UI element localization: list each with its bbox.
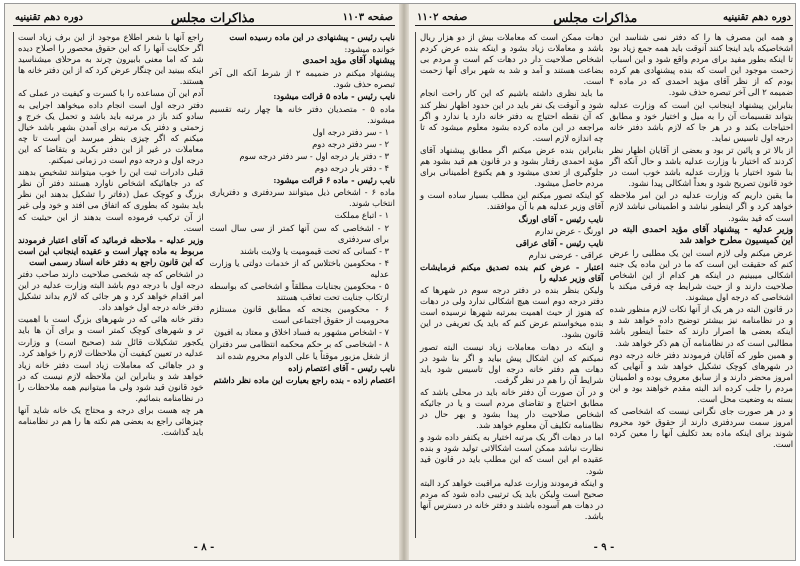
left-running-title: مذاکرات مجلس — [170, 10, 255, 25]
right-session-label: دوره دهم تقنینیه — [723, 12, 791, 23]
paragraph: دفتر خانه هائی که در شهرهای بزرگ است با اهمیت تر و شهرهای کوچک کمتر است و برای آن ها باید یکجور تشکیلات قائل شد (صحیح است) و وزارت عدلیه در تعیین کیفیت آن ملاحظات لازم را خواهد کرد. — [15, 314, 204, 358]
paragraph: هر چه هست برای درجه و محتاج یک خانه شاید آنها چیزهائی راجع به بعضی هم نکته ها را هم در نظامنامه باید گذاشت. — [15, 405, 204, 438]
section-heading: وزیر عدلیه - پیشنهاد آقای مؤید احمدی البته در این کمیسیون مطرح خواهد شد — [606, 224, 793, 246]
speaker-line: اعتصام زاده - بنده راجع بعبارت این ماده نظر داشتم — [213, 374, 395, 385]
right-page-right-column — [606, 32, 794, 538]
list-item: ۳ - کسانی که تحت قیمومیت یا ولایت باشند — [239, 245, 389, 256]
list-item: ۷ - اشخاص مشهور به فساد اخلاق و معتاد به افیون — [213, 327, 389, 338]
paragraph: بنابراین پیشنهاد اینجانب این است که وزارت عدلیه بتواند تقسیمات آن را به میل و اختیار خود و مطابق احتیاجات بکند و در هر جا که لازم باشد دفتر خانه درجه اول تاسیس نماید. — [606, 99, 793, 143]
paragraph: عراقی - عرضی ندارم — [528, 249, 604, 260]
paragraph: پیشنهاد میکنم در ضمیمه ۲ از شرط آنکه الی آخر تبصره حذف شود. — [206, 68, 395, 90]
paragraph: کو اینکه تصور میکنم این مطلب بسیار ساده است و آقای وزیر عدلیه هم با آن موافقند. — [417, 190, 604, 212]
speaker-line: اعتبار - عرض کنم بنده تصدیق میکنم فرمایشات آقای وزیر عدلیه را — [417, 261, 604, 283]
paragraph: و در آن صورت آن دفتر خانه باید در محلی باشد که مطابق احتیاج و تقاضای مردم است و یا در جائیکه اشخاص صلاحیت دار پیدا بشود و بهر حال در نظامنامه تکلیف آن معلوم خواهد شد. — [417, 386, 604, 431]
speaker-line: نایب رئیس - پیشنهادی در این ماده رسیده است — [229, 32, 395, 42]
left-page-columns — [13, 32, 395, 538]
paragraph: عرض میکنم ولی لازم است این یک مطلبی را عرض کنم که حقیقت این است که ما در این ماده یک جنبه اشکالی میبینیم در اینکه هر کدام از این اشخاص صلاحیت دارند و از حیث شرایط چه فرقی میکند با اشخاصی که درجه اول میشوند. — [606, 247, 793, 303]
paragraph: خوانده میشود: — [344, 44, 395, 55]
paragraph: راجع آنها با شعر اطلاع موجود از این برف زیاد است اگر حکایت آنها را که این حقوق محصور را اصلاح دیده شد که اما معنی بابیرون چرند به مرحلای میشناسید اینکه ببینید این چنگار عرض کرد که از این دفتر خانه ها هستند. — [15, 32, 204, 87]
paragraph: و در جاهائی که معاملات زیاد است دفتر خانه زیاد خواهد شد و بنابراین این ملاحظه لازم نیست که در خود قانون قید شود ولی ما میتوانیم همه ملاحظات را در نظامنامه بنمائیم. — [15, 359, 204, 403]
paragraph: قبلی دادرات ثبت این را خوب میتوانند تشخیص بدهند که در جاهائیکه اشخاص ناوارد هستند دفتر آن نظر بزرگ و کوچک عمل (دفاتر را تشکیل بدهند این نظر باید بشود که بطوری که اتفاق می افتد و خود ولی غیر از آن ترکیب فرموده است بدهند از این حیثیت که است. — [15, 167, 204, 233]
list-item: ۲ - سر دفتر درجه دوم — [312, 138, 389, 149]
right-page-columns — [415, 32, 793, 538]
left-page — [13, 10, 395, 556]
right-running-title: مذاکرات مجلس — [553, 10, 638, 25]
book-gutter — [399, 4, 409, 560]
right-page-left-column — [415, 32, 604, 538]
paragraph: ماده ۶ - اشخاص ذیل میتوانند سردفتری و دفتریاری انتخاب شوند. — [206, 187, 395, 209]
speaker-line: نایب رئیس - آقای عراقی — [515, 237, 604, 248]
list-item: ۱ - اتباع مملکت — [334, 210, 389, 221]
left-page-left-column — [13, 32, 204, 538]
list-item: ۴ - محکومین باختلاس که از خدمات دولتی یا وزارت عدلیه — [206, 257, 389, 279]
paragraph: و همین طور که آقایان فرمودند دفتر خانه درجه دوم در شهرهای کوچک تشکیل خواهد شد و آنهایی که امروز محضر دارند و از سابق معروف بوده و اطمینان مردم را جلب کرده اند البته مقدم خواهند بود و این بسته به وضعیت محل است. — [606, 349, 793, 404]
list-item: ۱ - سر دفتر درجه اول — [312, 126, 389, 137]
speaker-line: نایب رئیس - ماده ۵ قرائت میشود: — [273, 91, 395, 102]
right-page — [415, 10, 793, 556]
list-item: ۳ - دفتر یار درجه اول - سر دفتر درجه سوم — [239, 150, 389, 161]
paragraph: ما باید نظری داشته باشیم که این کار راحت انجام شود و آنوقت یک نفر باید در این حدود اظهار نظر کند که آن نقطه احتیاج به دفتر خانه دارد یا ندارد و اگر مراجعه در این ماده کرده بشود معلوم میشود که تا چه اندازه لازم است. — [417, 88, 604, 143]
book-spread — [4, 3, 796, 561]
speaker-line: نایب رئیس - آقای اورنگ — [518, 213, 604, 224]
paragraph: آدم این آن مساعده را با کسرت و کیفیت در عملی که دفتر درجه اول است انجام داده میخواهد اجرایی به سادو کند باز در مرتبه باید باشد و تحمل یک خرج و زحمتی و دفتر یک مرتبه برای آمدن بشهر باشد خیال میکنم که اگر چیزی بنظر میرسد این است تا چه معاملات در غیر از این دفتر بکرید و بتقاضا که این درجه اول و درجه دوم است در زمانی نمیکنم. — [15, 88, 204, 166]
left-page-number: صفحه ۱۱۰۳ — [342, 12, 393, 23]
paragraph: دهات ممکن است که معاملات بیش از دو هزار ریال باشد و معاملات زیاد بشود و اینکه بنده عرض کردم اشخاص صلاحیت دار در دهات کم است و مردم بی بضاعت هستند و آمد و شد به شهر برای آنها زحمت است. — [417, 32, 604, 87]
left-page-footer: - ۸ - — [193, 542, 215, 553]
paragraph: ولیکن بنظر بنده در دفتر درجه سوم در شهرها که دفتر درجه دوم است هیچ اشکالی ندارد ولی در دهات که هنوز از حیث اهمیت بمرتبه شهرها نرسیده است بنده میخواستم عرض کنم که باید یک تعریفی در این قانون بشود. — [417, 285, 604, 340]
paragraph: و همه این مصرف ها را که دفتر نمی شناسد این اشخاصیکه باید اینجا کنند آنوقت باید همه جمع زیاد بود تا اینکه بطور مفید برای مردم واقع شود و این اسباب زحمت موجود این است که بنده پیشنهادی هم کرده بودم که از نظر آقای مؤید احمدی که در ماده ۴ ضمیمه ۲ الی آخر تبصره حذف شود. — [606, 32, 793, 98]
right-page-number: صفحه ۱۱۰۲ — [417, 12, 468, 23]
paragraph: ماده ۵ - متصدیان دفتر خانه ها چهار رتبه تقسیم میشوند. — [206, 103, 395, 125]
list-item: ۶ - محکومین بجنحه که مطابق قانون مستلزم محرومیت از حقوق اجتماعی است — [206, 304, 389, 326]
paragraph: از بالا تر و پائین تر بود و بعضی از آقایان اظهار نظر کردند که اختیار با وزارت عدلیه باشد و حال آنکه اگر بنا شود اختیار با وزارت عدلیه باشد خوب است در خود قانون تصریح شود و بعداً اشکالی پیدا نشود. — [606, 144, 793, 189]
list-item: ۸ - اشخاصی که بر حکم محکمه انتظامی سر دفتران از شغل مزبور موقتاً یا علی الدوام محروم شده اند — [206, 339, 389, 361]
list-item: ۲ - اشخاصی که سن آنها کمتر از سی سال است برای سردفتری — [206, 222, 389, 244]
paragraph: و اینکه در دهات معاملات زیاد نیست البته تصور نمیکنم که این اشکال پیش بیاید و اگر بنا شود در دهات هم دفتر خانه درجه اول تاسیس شود باید شرایط آن را هم در نظر گرفت. — [417, 341, 604, 385]
paragraph: در قانون البته در هر یک از آنها نکات لازم منظور شده و در نظامنامه نیز بیشتر توضیح داده خواهد شد و اینکه بعضی ها اصرار دارند که حتماً اینطور باشد مطالبی است که در نظامنامه آن هم ذکر خواهد شد. — [606, 304, 793, 348]
left-session-label: دوره دهم تقنینیه — [15, 12, 83, 23]
paragraph: و اینکه فرمودند وزارت عدلیه مراقبت خواهد کرد البته صحیح است ولیکن باید یک ترتیبی داده شود که مردم در دهات هم آسوده باشند و دفتر خانه در دسترس آنها باشد. — [417, 477, 604, 521]
paragraph: بنابراین بنده عرض میکنم اگر مطابق پیشنهاد آقای مؤید احمدی رفتار بشود و در قانون هم قید بشود هم جلوگیری از تعدی میشود و هم یکنوع اطمینانی برای مردم حاصل میشود. — [417, 144, 604, 189]
left-page-right-column — [206, 32, 396, 538]
paragraph: اما در دهات اگر یک مرتبه اختیار به یکنفر داده شود و نظارت نباشد ممکن است اشکالاتی تولید شود و بنده عقیده ام این است که این مطلب باید در قانون قید شود. — [417, 432, 604, 476]
paragraph: ما یقین داریم که وزارت عدلیه در این امر ملاحظه خواهد کرد و اگر اینطور نباشد و اطمینانی نباشد لازم است که قید بشود. — [606, 190, 793, 223]
right-page-footer: - ۹ - — [593, 542, 615, 553]
speaker-line: وزیر عدلیه - ملاحظه فرمائید که آقای اعتبار فرمودند مربوط به ماده چهار است و عقیده اینجانب این است که این قانون راجع به دفتر خانه اسناد رسمی است — [15, 234, 204, 267]
list-item: ۵ - محکومین بجنایات مطلقاً و اشخاصی که بواسطه ارتکاب جنایت تحت تعاقب هستند — [206, 280, 389, 303]
paragraph: و در هر صورت جای نگرانی نیست که اشخاصی که امروز سمت سردفتری دارند از حقوق خود محروم شوند برای اینکه ماده بعد تکلیف آنها را معین کرده است. — [606, 406, 793, 450]
paragraph: در اشخاص که چه شخصی صلاحیت دارند صاحب دفتر درجه اول با درجه دوم باشد البته وزارت عدلیه در این امر اقدام خواهد کرد و هر جائی که لازم بداند تشکیل دفتر خانه درجه اول خواهد داد. — [15, 268, 204, 313]
left-page-header — [13, 10, 395, 26]
paragraph: اورنگ - عرض ندارم — [535, 225, 604, 236]
right-page-header — [415, 10, 793, 26]
section-heading: پیشنهاد آقای مؤید احمدی — [302, 56, 395, 67]
speaker-line: نایب رئیس - آقای اعتصام زاده — [288, 362, 395, 373]
list-item: ۴ - دفتر یار درجه دوم — [314, 163, 389, 174]
speaker-line: نایب رئیس - ماده ۶ قرائت میشود: — [273, 175, 395, 186]
